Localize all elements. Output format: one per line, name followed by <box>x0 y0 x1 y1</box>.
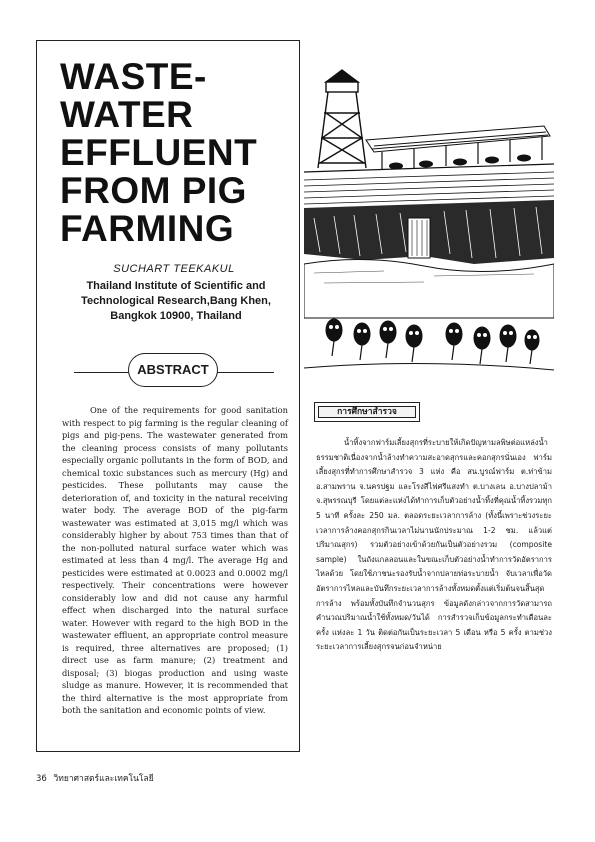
author-affiliation <box>56 279 296 324</box>
section-heading-box <box>314 402 420 422</box>
author-name: SUCHART TEEKAKUL <box>113 263 235 275</box>
abstract-body: One of the requirements for good sanitation with respect to pig farming is the regular cleaning of pigs and pig-pens. The wastewater generated from the cleaning process consists of many pollutants especially organic pollutants in the form of BOD, and chemical toxic substances such as mercury (Hg) and pesticides. These pollutants may cause the deterioration of, and toxicity in the natural receiving water body. The average BOD of the pig-farm wastewater was estimated at 3,015 mg/l which was considerably higher by about 753 times than that of the non-polluted natural surface water which was estimated at less than 4 mg/l. The average Hg and pesticides were estimated at 0.0023 and 0.0002 mg/l respectively. Their concentrations were however considerably low and did not cause any harmful effect when discharged into the natural surface water. However with regard to the high BOD in the wastewater effluent, an appropriate control measure is required, three alternatives are proposed; (1) direct use as farm manure; (2) treatment and disposal; (3) biogas production and using waste sludge as manure. However, it is recommended that the third alternative is the most appropriate from both the sanitation and economic points of view. <box>62 405 288 715</box>
affiliation-line: Technological Research,Bang Khen, <box>81 295 271 307</box>
pig-farm-illustration-icon <box>304 68 554 386</box>
journal-name: วิทยาศาสตร์และเทคโนโลยี <box>53 774 154 784</box>
abstract-label: ABSTRACT <box>128 353 218 387</box>
affiliation-line: Thailand Institute of Scientific and <box>86 280 266 292</box>
article-title: WASTE- WATER EFFLUENT FROM PIG FARMING <box>60 56 258 249</box>
page-number: 36 <box>36 774 47 784</box>
thai-body-text: น้ำทิ้งจากฟาร์มเลี้ยงสุกรที่ระบายให้เกิดปัญหามลพิษต่อแหล่งน้ำธรรมชาติเนื่องจากน้ำล้างทำความสะอาดสุกรและคอกสุกรนั่นเอง ฟาร์มเลี้ยงสุกรที่ทำการศึกษาสำรวจ 3 แห่ง คือ สน.บูรณ์ฟาร์ม ต.ท่าข้าม อ.สามพราน จ.นครปฐม และโรงสีไฟศรีแสงทำ ต.บางเลน อ.บางปลาม้า จ.สุพรรณบุรี โดยแต่ละแห่งได้ทำการเก็บตัวอย่างน้ำทิ้งที่คุณน้ำทิ้งรวมทุก 5 นาที ครั้งละ 250 มล. ตลอดระยะเวลาการล้าง (ทั้งนี้เพราะช่วงระยะเวลาการล้างคอกสุกรกินเวลาไม่นานนักประมาณ 1-2 ชม. แล้วแต่ปริมาณสุกร) รวมตัวอย่างเข้าด้วยกันเป็นตัวอย่างรวม (composite sample) ในถังแกลลอนและในขณะเก็บตัวอย่างน้ำทำการวัดอัตราการไหลด้วย โดยใช้ภาชนะรองรับน้ำจากปลายท่อระบายน้ำ จับเวลาเพื่อวัดอัตราการไหลและบันทึกระยะเวลาการล้างทั้งหมดตั้งแต่เริ่มต้นจนสิ้นสุดการล้าง พร้อมทั้งบันทึกจำนวนสุกร ข้อมูลดังกล่าวจากการวัดสามารถคำนวณปริมาณน้ำใช้ทั้งหมด/วันได้ การสำรวจเก็บข้อมูลกระทำเดือนละครั้ง แห่งละ 1 วัน ติดต่อกันเป็นระยะเวลา 5 เดือน หรือ 5 ครั้ง ตามช่วงระยะเวลาการเลี้ยงสุกรจนก่อนจำหน่าย <box>316 438 552 652</box>
section-heading: การศึกษาสำรวจ <box>318 406 416 418</box>
affiliation-line: Bangkok 10900, Thailand <box>110 310 242 322</box>
page-footer <box>36 771 154 785</box>
